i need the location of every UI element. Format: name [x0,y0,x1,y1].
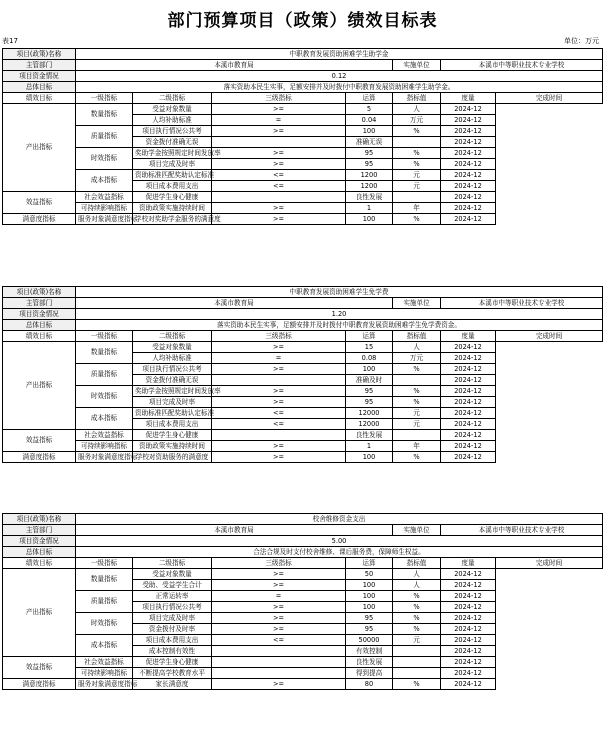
unit-cell [393,375,441,386]
level1-header: 一级指标 [76,93,133,104]
unit-cell: % [393,148,441,159]
header-row [3,287,603,298]
unit-cell [393,657,441,668]
level2-cell: 质量指标 [76,591,133,613]
op-cell [212,657,346,668]
level3-cell: 成本控制有效性 [133,646,212,657]
done-cell: 2024-12 [441,364,496,375]
done-cell: 2024-12 [441,115,496,126]
indicator-row [3,613,603,624]
done-header: 完成时间 [496,93,603,104]
level2-cell: 服务对象满意度指标 [76,452,133,463]
indicator-row [3,635,603,646]
done-cell: 2024-12 [441,591,496,602]
unit-cell: 人 [393,580,441,591]
unit-cell: 年 [393,441,441,452]
dept-row [3,525,603,536]
dept-value: 本溪市教育局 [76,525,393,536]
level3-cell: 人均补助标准 [133,353,212,364]
level3-header: 三级指标 [212,331,346,342]
indicator-row [3,452,603,463]
level3-cell: 资金拨付准确无误 [133,375,212,386]
indicator-row [3,192,603,203]
level2-cell: 质量指标 [76,126,133,148]
level2-cell: 可持续影响指标 [76,441,133,452]
level1-cell: 效益指标 [3,192,76,214]
level3-header: 三级指标 [212,93,346,104]
level3-cell: 学校对奖助学金服务的满意度 [133,214,212,225]
op-cell: <= [212,419,346,430]
unit-cell: 万元 [393,353,441,364]
level2-cell: 时效指标 [76,148,133,170]
done-cell: 2024-12 [441,635,496,646]
op-cell: >= [212,214,346,225]
indicator-header-row [3,558,603,569]
impl-unit-value: 本溪市中等职业技术专业学校 [441,298,603,309]
level3-cell: 家长满意度 [133,679,212,690]
value-cell: 5 [346,104,393,115]
done-cell: 2024-12 [441,397,496,408]
done-cell: 2024-12 [441,126,496,137]
unit-cell: % [393,591,441,602]
done-cell: 2024-12 [441,148,496,159]
op-header: 运算 [346,331,393,342]
indicator-row [3,657,603,668]
unit-cell [393,137,441,148]
op-cell [212,192,346,203]
overall-goal-row [3,82,603,93]
level3-cell: 项目执行情况公共考 [133,602,212,613]
done-cell: 2024-12 [441,419,496,430]
indicator-row [3,126,603,137]
level3-cell: 受益对象数量 [133,569,212,580]
indicator-header-row [3,93,603,104]
funds-label: 项目资金情况 [3,71,76,82]
unit-label: 单位：万元 [564,37,599,45]
impl-unit-value: 本溪市中等职业技术专业学校 [441,60,603,71]
done-cell: 2024-12 [441,657,496,668]
unit-cell [393,192,441,203]
goal-table [2,513,603,690]
op-cell: <= [212,181,346,192]
value-cell: 100 [346,452,393,463]
unit-cell: % [393,624,441,635]
op-cell: >= [212,126,346,137]
perf-goal-label: 绩效目标 [3,331,76,342]
level2-cell: 质量指标 [76,364,133,386]
value-header: 指标值 [393,331,441,342]
op-header: 运算 [346,558,393,569]
level2-cell: 成本指标 [76,408,133,430]
value-cell: 1200 [346,170,393,181]
indicator-row [3,170,603,181]
overall-goal-row [3,547,603,558]
overall-goal-row [3,320,603,331]
value-cell: 95 [346,159,393,170]
op-cell [212,137,346,148]
done-cell: 2024-12 [441,430,496,441]
impl-unit-label: 实施单位 [393,525,441,536]
level2-header: 二级指标 [133,331,212,342]
overall-goal-text: 落实资助本民生实事，足额安排并及时拨付中职教育发展资助困难学生助学金。 [76,82,603,93]
done-cell: 2024-12 [441,624,496,635]
level3-cell: 受助、受益学生合计 [133,580,212,591]
done-cell: 2024-12 [441,104,496,115]
dept-value: 本溪市教育局 [76,298,393,309]
funds-label: 项目资金情况 [3,536,76,547]
dept-label: 主管部门 [3,60,76,71]
op-cell: >= [212,159,346,170]
indicator-row [3,408,603,419]
level1-cell: 满意度指标 [3,452,76,463]
value-cell: 100 [346,126,393,137]
done-cell: 2024-12 [441,137,496,148]
value-cell: 有效控制 [346,646,393,657]
indicator-row [3,569,603,580]
done-cell: 2024-12 [441,375,496,386]
level2-cell: 成本指标 [76,635,133,657]
value-cell: 95 [346,613,393,624]
level2-cell: 服务对象满意度指标 [76,679,133,690]
op-cell: <= [212,635,346,646]
unit-cell: 元 [393,408,441,419]
impl-unit-label: 实施单位 [393,60,441,71]
unit-cell [393,668,441,679]
level3-cell: 资助政策实施持续时间 [133,203,212,214]
goal-table [2,48,603,225]
project-name-label: 项目(政策)名称 [3,49,76,60]
value-cell: 准确无误 [346,137,393,148]
unit-cell: 元 [393,419,441,430]
unit-cell: 元 [393,635,441,646]
unit-cell: % [393,364,441,375]
level3-cell: 正常运转率 [133,591,212,602]
level3-cell: 项目完成及时率 [133,159,212,170]
impl-unit-value: 本溪市中等职业技术专业学校 [441,525,603,536]
overall-goal-label: 总体目标 [3,82,76,93]
level2-cell: 成本指标 [76,170,133,192]
done-cell: 2024-12 [441,170,496,181]
unit-cell: % [393,602,441,613]
done-cell: 2024-12 [441,203,496,214]
level3-cell: 项目成本费用支出 [133,635,212,646]
indicator-row [3,679,603,690]
value-cell: 15 [346,342,393,353]
unit-cell: % [393,613,441,624]
value-cell: 50 [346,569,393,580]
unit-cell [393,430,441,441]
funds-amount: 0.12 [76,71,603,82]
level3-cell: 学校对资助服务的满意度 [133,452,212,463]
value-cell: 得到提高 [346,668,393,679]
unit-cell: % [393,386,441,397]
indicator-row [3,441,603,452]
value-cell: 0.04 [346,115,393,126]
level1-header: 一级指标 [76,331,133,342]
done-cell: 2024-12 [441,441,496,452]
unit-header: 度量 [441,93,496,104]
op-cell: >= [212,613,346,624]
project-name-label: 项目(政策)名称 [3,514,76,525]
goal-table [2,286,603,463]
op-cell: >= [212,624,346,635]
level3-cell: 奖助学金按照规定时间发放率 [133,386,212,397]
overall-goal-text: 落实资助本民生实事，足额安排并及时拨付中职教育发展资助困难学生免学费资金。 [76,320,603,331]
indicator-row [3,668,603,679]
done-cell: 2024-12 [441,668,496,679]
unit-cell: 元 [393,170,441,181]
value-cell: 100 [346,602,393,613]
page-title: 部门预算项目（政策）绩效目标表 [167,11,438,31]
project-name: 中职教育发展资助困难学生助学金 [76,49,603,60]
value-cell: 12000 [346,408,393,419]
level1-cell: 效益指标 [3,657,76,679]
level3-cell: 人均补助标准 [133,115,212,126]
done-cell: 2024-12 [441,679,496,690]
op-cell: >= [212,386,346,397]
op-cell: = [212,115,346,126]
unit-cell: % [393,214,441,225]
level1-cell: 满意度指标 [3,214,76,225]
value-cell: 95 [346,624,393,635]
op-cell: >= [212,679,346,690]
value-cell: 准确及时 [346,375,393,386]
level3-cell: 项目成本费用支出 [133,419,212,430]
level3-cell: 项目完成及时率 [133,397,212,408]
level2-cell: 可持续影响指标 [76,203,133,214]
op-cell: >= [212,602,346,613]
value-cell: 100 [346,591,393,602]
level3-header: 三级指标 [212,558,346,569]
op-cell: >= [212,364,346,375]
value-cell: 100 [346,214,393,225]
overall-goal-label: 总体目标 [3,547,76,558]
done-cell: 2024-12 [441,386,496,397]
unit-cell: 年 [393,203,441,214]
dept-label: 主管部门 [3,525,76,536]
done-cell: 2024-12 [441,602,496,613]
level3-cell: 促进学生身心健康 [133,657,212,668]
unit-cell: 人 [393,342,441,353]
op-cell [212,375,346,386]
value-cell: 1 [346,441,393,452]
done-cell: 2024-12 [441,214,496,225]
done-cell: 2024-12 [441,159,496,170]
dept-value: 本溪市教育局 [76,60,393,71]
unit-cell: % [393,126,441,137]
op-cell: = [212,591,346,602]
op-cell: >= [212,441,346,452]
level2-cell: 数量指标 [76,104,133,126]
done-cell: 2024-12 [441,181,496,192]
level3-cell: 项目执行情况公共考 [133,364,212,375]
funds-row [3,536,603,547]
dept-row [3,298,603,309]
op-cell: >= [212,569,346,580]
table-number: 表17 [2,37,18,45]
level3-cell: 资金拨付及时率 [133,624,212,635]
done-header: 完成时间 [496,331,603,342]
level3-cell: 资助政策实施持续时间 [133,441,212,452]
unit-cell: % [393,679,441,690]
done-cell: 2024-12 [441,646,496,657]
level3-cell: 受益对象数量 [133,342,212,353]
project-name: 中职教育发展资助困难学生免学费 [76,287,603,298]
op-cell: >= [212,580,346,591]
overall-goal-text: 合法合规及时支付校舍维修、课后服务费，保障师生权益。 [76,547,603,558]
value-cell: 1 [346,203,393,214]
funds-amount: 1.20 [76,309,603,320]
level1-header: 一级指标 [76,558,133,569]
level2-cell: 数量指标 [76,342,133,364]
level3-cell: 奖助学金按照规定时间发放率 [133,148,212,159]
indicator-row [3,591,603,602]
level3-cell: 受益对象数量 [133,104,212,115]
funds-amount: 5.00 [76,536,603,547]
op-cell [212,646,346,657]
indicator-row [3,148,603,159]
level3-cell: 资助标准匹配奖助认定标准 [133,408,212,419]
done-cell: 2024-12 [441,408,496,419]
done-cell: 2024-12 [441,569,496,580]
unit-cell: % [393,452,441,463]
unit-cell: % [393,159,441,170]
level1-cell: 满意度指标 [3,679,76,690]
unit-cell: % [393,397,441,408]
indicator-row [3,342,603,353]
unit-cell: 人 [393,104,441,115]
level3-cell: 促进学生身心健康 [133,430,212,441]
value-cell: 良性发展 [346,657,393,668]
level2-cell: 时效指标 [76,386,133,408]
done-cell: 2024-12 [441,353,496,364]
level3-cell: 不断提高学校教育水平 [133,668,212,679]
funds-label: 项目资金情况 [3,309,76,320]
op-cell: >= [212,203,346,214]
done-cell: 2024-12 [441,192,496,203]
level2-cell: 社会效益指标 [76,192,133,203]
level3-cell: 资金拨付准确无误 [133,137,212,148]
level1-cell: 效益指标 [3,430,76,452]
level2-cell: 社会效益指标 [76,657,133,668]
unit-cell: 万元 [393,115,441,126]
done-cell: 2024-12 [441,342,496,353]
level3-cell: 项目成本费用支出 [133,181,212,192]
value-cell: 95 [346,397,393,408]
level2-cell: 服务对象满意度指标 [76,214,133,225]
op-cell: >= [212,397,346,408]
level2-cell: 社会效益指标 [76,430,133,441]
level3-cell: 项目执行情况公共考 [133,126,212,137]
project-name-label: 项目(政策)名称 [3,287,76,298]
level1-cell: 产出指标 [3,569,76,657]
op-cell [212,668,346,679]
level1-cell: 产出指标 [3,342,76,430]
unit-cell: 元 [393,181,441,192]
value-cell: 良性发展 [346,430,393,441]
perf-goal-label: 绩效目标 [3,93,76,104]
level2-header: 二级指标 [133,93,212,104]
value-cell: 良性发展 [346,192,393,203]
indicator-row [3,386,603,397]
op-cell [212,430,346,441]
op-cell: <= [212,408,346,419]
op-header: 运算 [346,93,393,104]
dept-row [3,60,603,71]
unit-cell: 人 [393,569,441,580]
done-cell: 2024-12 [441,613,496,624]
level2-cell: 可持续影响指标 [76,668,133,679]
unit-cell [393,646,441,657]
value-cell: 100 [346,364,393,375]
value-cell: 100 [346,580,393,591]
done-cell: 2024-12 [441,452,496,463]
op-cell: >= [212,342,346,353]
indicator-row [3,104,603,115]
value-cell: 95 [346,148,393,159]
funds-row [3,309,603,320]
done-cell: 2024-12 [441,580,496,591]
value-cell: 50000 [346,635,393,646]
value-header: 指标值 [393,558,441,569]
level2-header: 二级指标 [133,558,212,569]
op-cell: = [212,353,346,364]
overall-goal-label: 总体目标 [3,320,76,331]
op-cell: <= [212,170,346,181]
indicator-row [3,430,603,441]
value-cell: 12000 [346,419,393,430]
level2-cell: 时效指标 [76,613,133,635]
indicator-row [3,364,603,375]
value-cell: 95 [346,386,393,397]
unit-header: 度量 [441,331,496,342]
value-cell: 0.08 [346,353,393,364]
level3-cell: 促进学生身心健康 [133,192,212,203]
impl-unit-label: 实施单位 [393,298,441,309]
project-name: 校舍维修资金支出 [76,514,603,525]
funds-row [3,71,603,82]
done-header: 完成时间 [496,558,603,569]
perf-goal-label: 绩效目标 [3,558,76,569]
value-cell: 1200 [346,181,393,192]
op-cell: >= [212,104,346,115]
level3-cell: 资助标准匹配奖助认定标准 [133,170,212,181]
level2-cell: 数量指标 [76,569,133,591]
level1-cell: 产出指标 [3,104,76,192]
op-cell: >= [212,148,346,159]
value-cell: 80 [346,679,393,690]
indicator-row [3,203,603,214]
header-row [3,514,603,525]
header-row [3,49,603,60]
indicator-header-row [3,331,603,342]
unit-header: 度量 [441,558,496,569]
value-header: 指标值 [393,93,441,104]
indicator-row [3,214,603,225]
op-cell: >= [212,452,346,463]
level3-cell: 项目完成及时率 [133,613,212,624]
dept-label: 主管部门 [3,298,76,309]
